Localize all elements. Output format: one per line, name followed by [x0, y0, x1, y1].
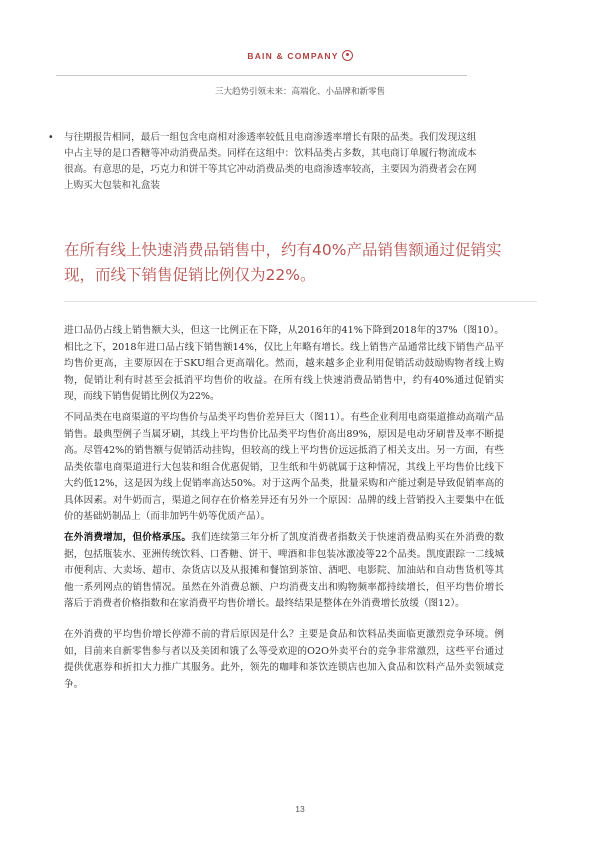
pull-quote-divider [64, 301, 537, 302]
bullet-item [48, 130, 484, 194]
brand-name: BAIN & COMPANY [247, 51, 339, 61]
paragraph-competition: 在外消费的平均售价增长停滞不前的背后原因是什么？主要是食品和饮料品类面临更激烈竞争环境。例如，目前来自新零售参与者以及美团和饿了么等受欢迎的O2O外卖平台的竞争非常激烈，这些平台通过提供优惠券和折扣大力推广其服务。此外，领先的咖啡和茶饮连锁店也加入食品和饮料产品外卖领域竞争。 [64, 629, 504, 690]
report-subtitle: 三大趋势引领未来：高端化、小品牌和新零售 [214, 87, 385, 97]
header-divider [56, 75, 467, 76]
paragraph-lead: 在外消费增加，但价格承压。 [64, 532, 192, 543]
page-number: 13 [295, 804, 305, 814]
paragraph-out-of-home [64, 530, 504, 613]
paragraph-body: 我们连续第三年分析了凯度消费者指数关于快速消费品购买在外消费的数据，包括瓶装水、亚洲传统饮料、口香糖、饼干、啤酒和非包装冰激凌等22个品类。凯度跟踪一二线城市便利店、大卖场、超市、杂货店以及从报摊和餐馆到茶馆、酒吧、电影院、加油站和自动售货机等其他一系列网点的销售情况。虽然在外消费总额、户均消费支出和购物频率都持续增长，但平均售价增长落后于消费者价格指数和在家消费平均售价增长。最终结果是整体在外消费增长放缓（图12）。 [64, 532, 505, 609]
paragraph-category-pricing: 不同品类在电商渠道的平均售价与品类平均售价差异巨大（图11）。有些企业利用电商渠道推动高端产品销售。最典型例子当属牙刷，其线上平均售价比品类平均售价高出89%，原因是电动牙刷普及率不断提高。尽管42%的销售额与促销活动挂钩，但较高的线上平均售价远远抵消了相关支出。另一方面，有些品类依靠电商渠道进行大包装和组合优惠促销，卫生纸和牛奶就属于这种情况，其线上平均售价比线下大约低12%，这是因为线上促销率高达50%。对于这两个品类，批量采购和产能过剩是导致促销率高的具体因素。对牛奶而言，渠道之间存在价格差异还有另外一个原因：品牌的线上营销投入主要集中在低价的基础奶制品上（而非加钙牛奶等优质产品）。 [64, 412, 504, 522]
bullet-icon: • [48, 132, 54, 143]
pull-quote: 在所有线上快速消费品销售中，约有40%产品销售额通过促销实现，而线下销售促销比例仅为22%。 [64, 241, 502, 284]
paragraph-imports: 进口品仍占线上销售额大头，但这一比例正在下降，从2016年的41%下降到2018年的37%（图10）。相比之下，2018年进口品占线下销售额14%，仅比上年略有增长。线上销售产品通常比线下销售产品平均售价更高，主要原因在于SKU组合更高端化。然而，越来越多企业利用促销活动鼓励购物者线上购物，促销让利有时甚至会抵消平均售价的收益。在所有线上快速消费品销售中，约有40%通过促销实现，而线下销售促销比例仅为22%。 [64, 325, 504, 402]
circle-dot-icon [342, 50, 353, 61]
bullet-text: 与往期报告相同，最后一组包含电商相对渗透率较低且电商渗透率增长有限的品类。我们发现这组中占主导的是口香糖等冲动消费品类。同样在这组中：饮料品类占多数，其电商订单履行物流成本很高。有意思的是，巧克力和饼干等其它冲动消费品类的电商渗透率较高，主要因为消费者会在网上购买大包装和礼盒装 [64, 132, 477, 191]
brand-logo [0, 50, 600, 61]
